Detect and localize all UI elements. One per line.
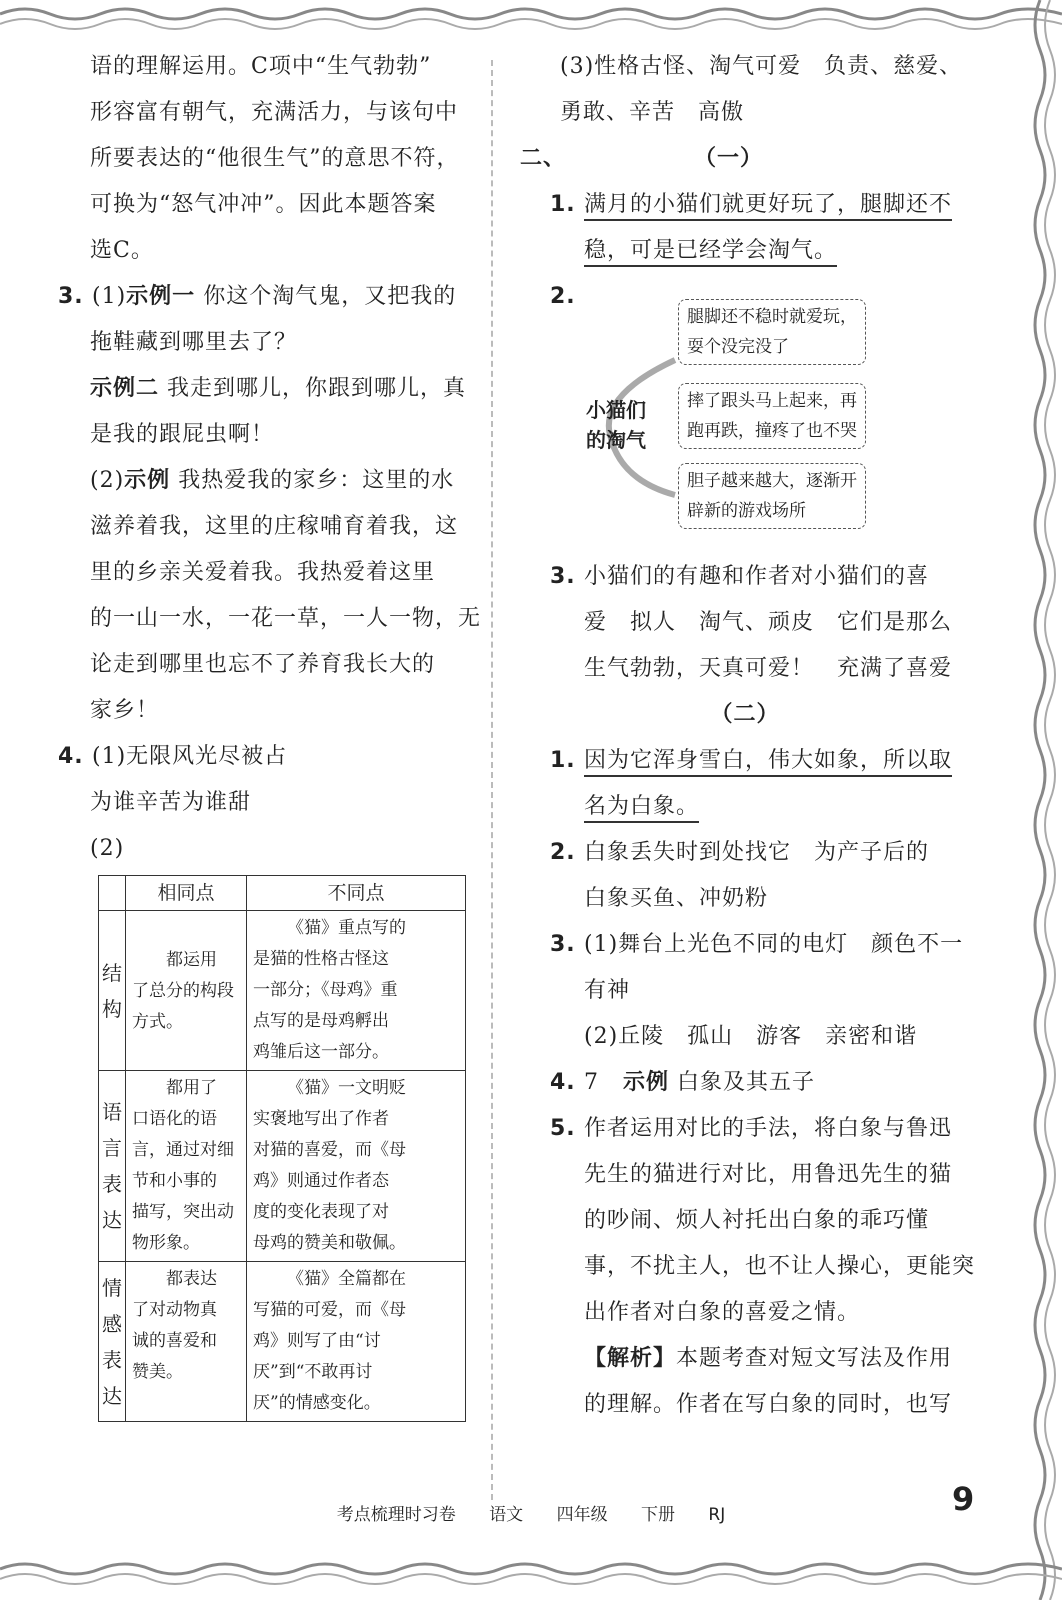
table-header: 不同点 bbox=[247, 876, 466, 911]
text-line: 的一山一水，一花一草，一人一物，无 bbox=[90, 606, 482, 631]
underlined-answer: 名为白象。 bbox=[584, 794, 699, 823]
answer-line: 5. 作者运用对比的手法，将白象与鲁迅 bbox=[520, 1106, 970, 1152]
top-wavy-border bbox=[0, 0, 1062, 40]
question-number: 5. bbox=[550, 1116, 576, 1141]
table-row bbox=[99, 1071, 466, 1262]
right-column bbox=[520, 44, 970, 320]
question-number: 3. bbox=[58, 284, 84, 309]
question-number: 1. bbox=[550, 748, 576, 773]
text-line: 语的理解运用。C项中“生气勃勃” bbox=[90, 54, 432, 79]
question-number: 4. bbox=[550, 1070, 576, 1095]
text-line: 拖鞋藏到哪里去了？ bbox=[90, 330, 298, 355]
underlined-answer: 因为它浑身雪白，伟大如象，所以取 bbox=[584, 748, 952, 777]
column-divider bbox=[491, 60, 493, 1500]
right-wavy-border bbox=[1012, 0, 1062, 1600]
question-number: 4. bbox=[58, 744, 84, 769]
underlined-answer: 满月的小猫们就更好玩了，腿脚还不 bbox=[584, 192, 952, 221]
question-number: 2. bbox=[550, 284, 576, 309]
text-line: 选C。 bbox=[90, 238, 154, 263]
question-number: 2. bbox=[550, 840, 576, 865]
text-line: (3)性格古怪、淘气可爱 负责、慈爱、 bbox=[560, 54, 963, 79]
table-row-label: 情 感 表 达 bbox=[99, 1262, 126, 1422]
part-title: （一） bbox=[694, 146, 764, 171]
mind-map-node: 腿脚还不稳时就爱玩， 耍个没完没了 bbox=[678, 299, 866, 365]
table-row bbox=[99, 911, 466, 1071]
mind-map-node: 摔了跟头马上起来，再 跑再跌，撞疼了也不哭 bbox=[678, 383, 866, 449]
question-number: 3. bbox=[550, 564, 576, 589]
right-column-lower bbox=[520, 554, 976, 1428]
section-number: 二、 bbox=[520, 146, 567, 171]
part-title: （二） bbox=[710, 702, 780, 727]
footer-subject: 语文 bbox=[489, 1505, 524, 1525]
q3-line: 3. (1)示例一 你这个淘气鬼，又把我的 bbox=[58, 274, 478, 320]
page-footer bbox=[0, 1500, 1062, 1530]
example-label: 示例二 bbox=[90, 376, 160, 401]
table-row-label: 结 构 bbox=[99, 911, 126, 1071]
table-header-row bbox=[99, 876, 466, 911]
footer-edition: RJ bbox=[708, 1505, 726, 1525]
section-heading-line bbox=[520, 136, 970, 182]
answer-line: 4. 7 示例 白象及其五子 bbox=[520, 1060, 970, 1106]
table-corner-cell bbox=[99, 876, 126, 911]
answer-line bbox=[520, 784, 970, 830]
text-line: 论走到哪里也忘不了养育我长大的 bbox=[90, 652, 436, 677]
text-line: 爱 拟人 淘气、顽皮 它们是那么 bbox=[584, 610, 953, 635]
answer-line bbox=[520, 738, 970, 784]
footer-book-title: 考点梳理时习卷 bbox=[336, 1505, 456, 1525]
mind-map-center: 小猫们的淘气 bbox=[586, 398, 646, 452]
bottom-wavy-border bbox=[0, 1555, 1062, 1595]
table-cell-diff: 《猫》重点写的 是猫的性格古怪这 一部分；《母鸡》重 点写的是母鸡孵出 鸡雏后这一部分。 bbox=[247, 911, 466, 1071]
text-line: 可换为“怒气冲冲”。因此本题答案 bbox=[90, 192, 437, 217]
text-line: 所要表达的“他很生气”的意思不符， bbox=[90, 146, 460, 171]
table-cell-same: 都用了 口语化的语 言，通过对细 节和小事的 描写，突出动 物形象。 bbox=[126, 1071, 247, 1262]
table-cell-diff: 《猫》全篇都在 写猫的可爱，而《母 鸡》则写了由“讨 厌”到“不敢再讨 厌”的情感变化。 bbox=[247, 1262, 466, 1422]
footer-grade: 四年级 bbox=[556, 1505, 608, 1525]
analysis-label: 【解析】 bbox=[584, 1346, 677, 1371]
table-cell-same: 都运用 了总分的构段 方式。 bbox=[126, 911, 247, 1071]
q3-example2-line: 示例二 我走到哪儿，你跟到哪儿，真 bbox=[90, 376, 467, 401]
example-label: 示例 bbox=[622, 1070, 669, 1095]
table-row bbox=[99, 1262, 466, 1422]
text-line: 勇敢、辛苦 高傲 bbox=[560, 100, 745, 125]
q4-line: 4. (1)无限风光尽被占 bbox=[58, 734, 478, 780]
page-number: 9 bbox=[952, 1480, 975, 1518]
text-line: 生气勃勃，天真可爱！ 充满了喜爱 bbox=[584, 656, 953, 681]
text-line: 有神 bbox=[584, 978, 631, 1003]
table-header: 相同点 bbox=[126, 876, 247, 911]
text-line: 形容富有朝气，充满活力，与该句中 bbox=[90, 100, 459, 125]
footer-volume: 下册 bbox=[640, 1505, 675, 1525]
q3-part2-line: (2)示例 我热爱我的家乡：这里的水 bbox=[90, 468, 455, 493]
mind-map bbox=[560, 295, 920, 545]
text-line: (2) bbox=[90, 836, 125, 861]
text-line: 滋养着我，这里的庄稼哺育着我，这 bbox=[90, 514, 459, 539]
text-line: 出作者对白象的喜爱之情。 bbox=[584, 1300, 861, 1325]
question-number: 3. bbox=[550, 932, 576, 957]
text-line: 里的乡亲关爱着我。我热爱着这里 bbox=[90, 560, 436, 585]
text-line: 先生的猫进行对比，用鲁迅先生的猫 bbox=[584, 1162, 953, 1187]
underlined-answer: 稳，可是已经学会淘气。 bbox=[584, 238, 837, 267]
text-line: 事，不扰主人，也不让人操心，更能突 bbox=[584, 1254, 976, 1279]
text-line: 的吵闹、烦人衬托出白象的乖巧懂 bbox=[584, 1208, 930, 1233]
mind-map-node: 胆子越来越大，逐渐开 辟新的游戏场所 bbox=[678, 463, 866, 529]
answer-line: 3. (1)舞台上光色不同的电灯 颜色不一 bbox=[520, 922, 970, 968]
left-column bbox=[58, 44, 482, 872]
text-line: 的理解。作者在写白象的同时，也写 bbox=[584, 1392, 953, 1417]
analysis-line: 【解析】本题考查对短文写法及作用 bbox=[584, 1346, 953, 1371]
answer-line bbox=[520, 182, 970, 228]
example-label: 示例 bbox=[124, 468, 171, 493]
table-row-label: 语 言 表 达 bbox=[99, 1071, 126, 1262]
example-label: 示例一 bbox=[126, 284, 196, 309]
table-cell-same: 都表达 了对动物真 诚的喜爱和 赞美。 bbox=[126, 1262, 247, 1422]
text-line: 为谁辛苦为谁甜 bbox=[90, 790, 252, 815]
table-cell-diff: 《猫》一文明贬 实褒地写出了作者 对猫的喜爱，而《母 鸡》则通过作者态 度的变化表现了对 母鸡的赞美和敬佩。 bbox=[247, 1071, 466, 1262]
text-line: 家乡！ bbox=[90, 698, 160, 723]
text-line: 是我的跟屁虫啊！ bbox=[90, 422, 275, 447]
answer-line: 2. 白象丢失时到处找它 为产子后的 bbox=[520, 830, 970, 876]
answer-line bbox=[520, 228, 970, 274]
text-line: 白象买鱼、冲奶粉 bbox=[584, 886, 769, 911]
text-line: (2)丘陵 孤山 游客 亲密和谐 bbox=[584, 1024, 918, 1049]
answer-line: 3. 小猫们的有趣和作者对小猫们的喜 bbox=[520, 554, 970, 600]
question-number: 1. bbox=[550, 192, 576, 217]
comparison-table bbox=[98, 875, 466, 1422]
